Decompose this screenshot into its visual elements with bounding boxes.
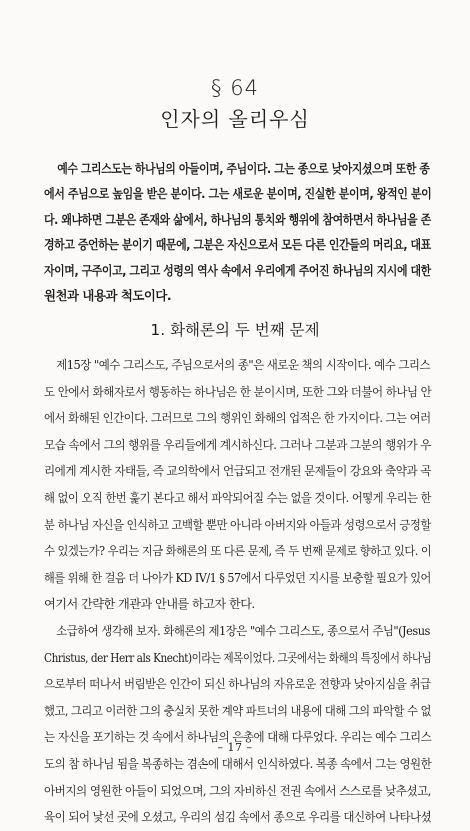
body-line: 수 있겠는가? 우리는 지금 화해론의 또 다른 문제, 즉 두 번째 문제로 향하고 있다. 이 [44,544,432,559]
thesis-line: 예수 그리스도는 하나님의 아들이며, 주님이다. 그는 종으로 낮아지셨으며 또한 종 [57,161,430,176]
section-number: § 64 [211,76,259,100]
body-line: Christus, der Herr als Knecht)이라는 제목이었다. 그곳에서는 화해의 특징에서 하나님 [44,650,432,665]
thesis-line: 다. 왜냐하면 그분은 존재와 삶에서, 하나님의 통치와 행위에 참여하면서 하나님을 존 [44,211,431,227]
body-line: 에서 화해된 인간이다. 그러므로 그의 행위인 화해의 업적은 한 가지이다. 그는 여러 [44,411,431,426]
body-text [44,352,431,831]
body-line: 분 하나님 자신을 인식하고 고백할 뿐만 아니라 아버지와 아들과 성령으로서 긍정할 [44,517,431,532]
body-line: 으로부터 떠나서 버림받은 인간이 되신 하나님의 자유로운 전향과 낮아지심을 취급 [44,677,431,692]
body-line: 해를 위해 한 걸음 더 나아가 KD IV/1 § 57에서 다루었던 지시를 보충할 필요가 있어 [44,570,431,585]
thesis-line: 에서 주님으로 높임을 받은 분이다. 그는 새로운 분이며, 진실한 분이며, 왕적인 분이 [44,186,432,202]
body-line: 해 없이 오직 한번 훑기 본다고 해서 파악되어질 수는 없을 것이다. 어떻게 우리는 한 [44,490,431,505]
body-line: 소급하여 생각해 보자. 화해론의 제1장은 "예수 그리스도, 종으로서 주님"(Jesus [56,623,430,638]
body-line: 도의 참 하나님 됨을 복종하는 겸손에 대해서 인식하였다. 복종 속에서 그는 영원한 [44,756,432,771]
thesis-line: 원천과 내용과 척도이다. [44,288,172,304]
body-line: 리에게 계시한 자태들, 즉 교의학에서 언급되고 전개된 문제들이 강요와 축약과 곡 [44,464,431,479]
body-line: 육이 되어 낯선 곳에 오셨고, 우리의 섬김 속에서 종으로 우리를 대신하여 나타나셨 [44,810,432,825]
section-title: 인자의 올리우심 [160,107,310,131]
page-number: – 17 – [217,741,253,754]
thesis-line: 자이며, 구주이고, 그리고 성령의 역사 속에서 우리에게 주어진 하나님의 지시에 대한 [44,262,431,278]
body-line: 제15장 "예수 그리스도, 주님으로서의 종"은 새로운 책의 시작이다. 예수 그리스 [56,358,431,372]
subheading: 1. 화해론의 두 번째 문제 [150,321,320,339]
body-line: 는 자신을 포기하는 것 속에서 하나님의 은총에 대해 다루었다. 우리는 예수 그리스 [44,730,432,745]
body-line: 모습 속에서 그의 행위를 우리들에게 계시하신다. 그러나 그분과 그분의 행위가 우 [44,437,431,452]
thesis-line: 경하고 증언하는 분이기 때문에, 그분은 자신으로서 모든 다른 인간들의 머리요, 대표 [44,237,431,253]
body-line: 했고, 그리고 이러한 그의 충실치 못한 계약 파트너의 내용에 대해 그의 파악할 수 없 [44,703,431,718]
body-line: 도 안에서 화해자로서 행동하는 하나님은 한 분이시며, 또한 그와 더불어 하나님 안 [44,384,432,399]
thesis-paragraph [44,156,431,308]
body-line: 여기서 간략한 개관과 안내를 하고자 한다. [44,597,255,612]
body-line: 아버지의 영원한 아들이 되었으며, 그의 자비하신 전권 속에서 스스로를 낮추셨고, [44,783,431,798]
